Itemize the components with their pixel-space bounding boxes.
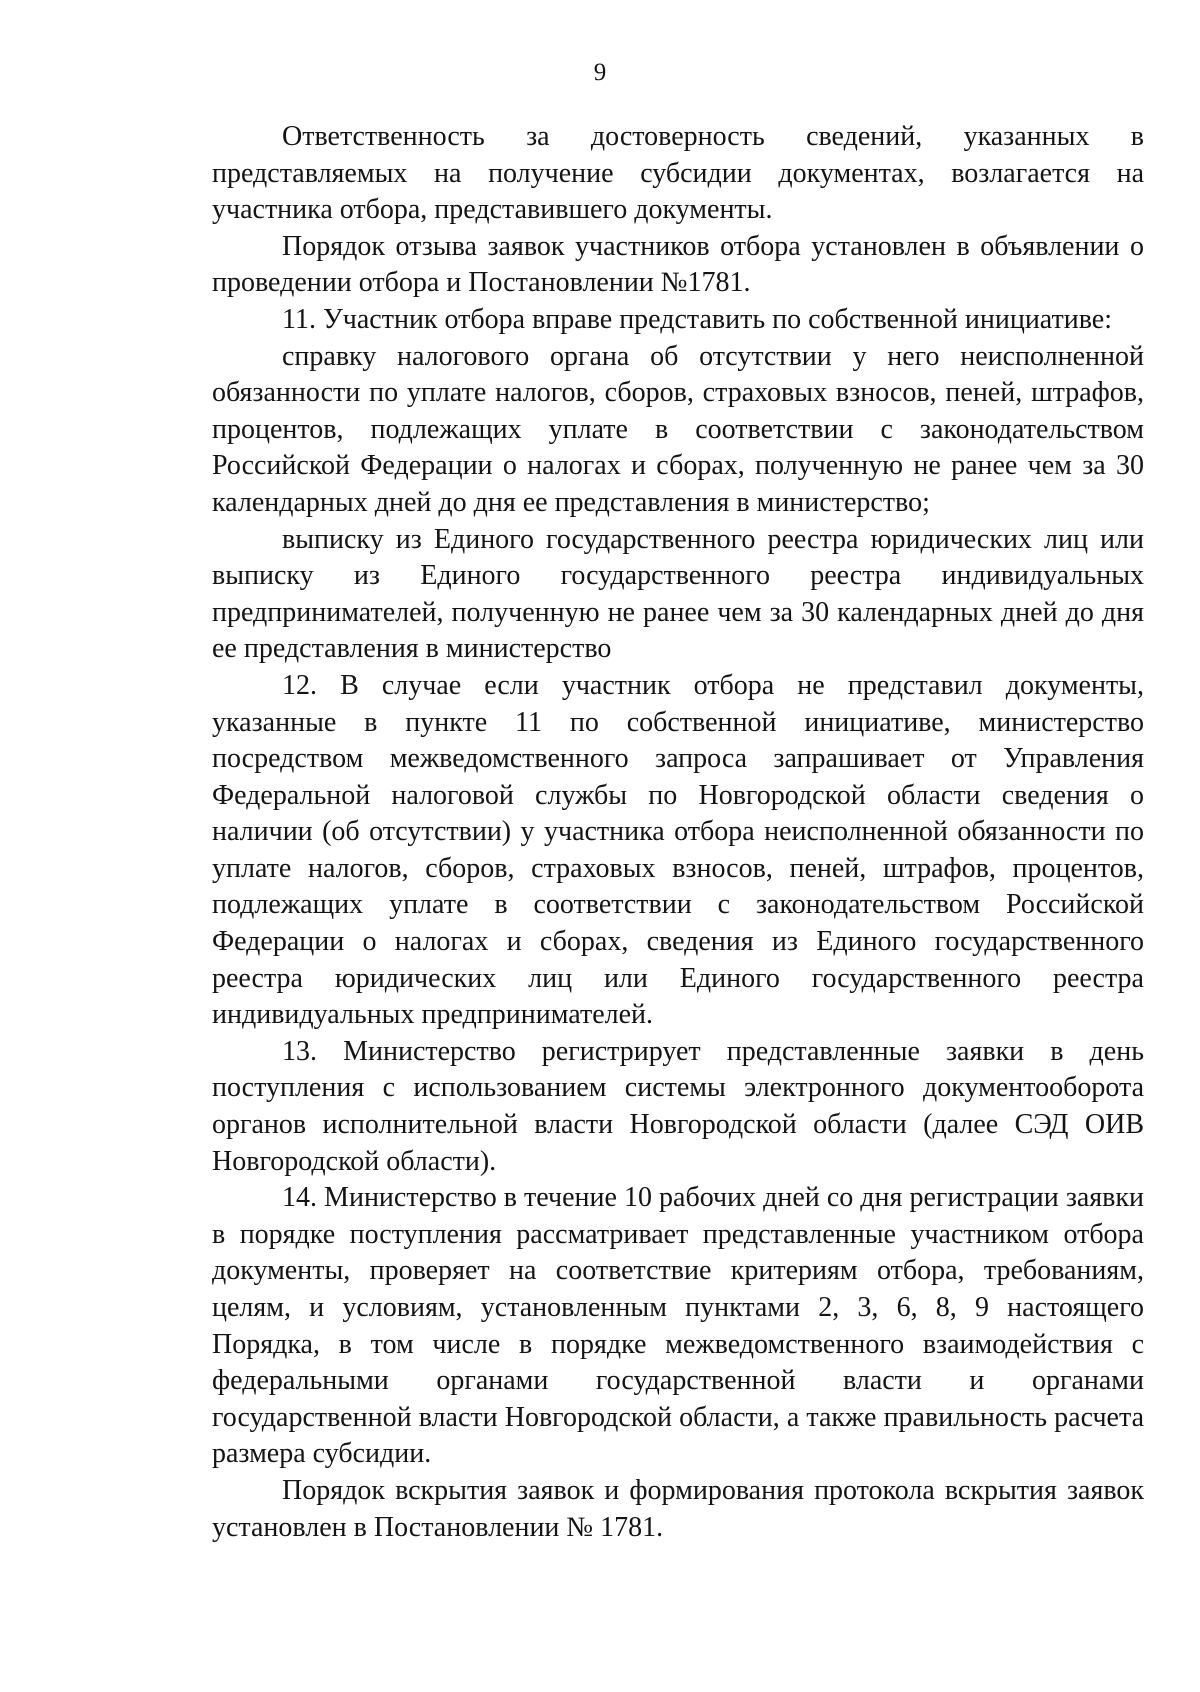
paragraph-opening-procedure: Порядок вскрытия заявок и формирования протокола вскрытия заявок установлен в Постановлении № 1781. bbox=[212, 1474, 1144, 1543]
paragraph-item-14: 14. Министерство в течение 10 рабочих дней со дня регистрации заявки в порядке поступления рассматривает представленные участником отбора документы, проверяет на соответствие критериям отбора, требованиям, целям, и условиям, установленным пунктами 2, 3, 6, 8, 9 настоящего Порядка, в том числе в порядке межведомственного взаимодействия с федеральными органами государственной власти и органами государственной власти Новгородской области, а также правильность расчета размера субсидии. bbox=[212, 1182, 1144, 1470]
paragraph-item-12: 12. В случае если участник отбора не представил документы, указанные в пункте 11 по собственной инициативе, министерство посредством межведомственного запроса запрашивает от Управления Федеральной налоговой службы по Новгородской области сведения о наличии (об отсутствии) у участника отбора неисполненной обязанности по уплате налогов, сборов, страховых взносов, пеней, штрафов, процентов, подлежащих уплате в соответствии с законодательством Российской Федерации о налогах и сборах, сведения из Единого государственного реестра юридических лиц или Единого государственного реестра индивидуальных предпринимателей. bbox=[212, 669, 1144, 1031]
page-number: 9 bbox=[593, 59, 607, 86]
paragraph-item-11: 11. Участник отбора вправе представить по собственной инициативе: bbox=[282, 303, 1112, 335]
document-body bbox=[212, 119, 1144, 1546]
paragraph-responsibility: Ответственность за достоверность сведений, указанных в представляемых на получение субсидии документах, возлагается на участника отбора, представившего документы. bbox=[212, 121, 1144, 226]
paragraph-item-13: 13. Министерство регистрирует представленные заявки в день поступления с использованием системы электронного документооборота органов исполнительной власти Новгородской области (далее СЭД ОИВ Новгородской области). bbox=[212, 1035, 1144, 1177]
paragraph-withdrawal-order: Порядок отзыва заявок участников отбора установлен в объявлении о проведении отбора и Постановлении №1781. bbox=[212, 230, 1144, 299]
paragraph-registry-extract: выписку из Единого государственного реестра юридических лиц или выписку из Единого государственного реестра индивидуальных предпринимателей, полученную не ранее чем за 30 календарных дней до дня ее представления в министерство bbox=[212, 523, 1144, 665]
paragraph-tax-certificate: справку налогового органа об отсутствии у него неисполненной обязанности по уплате налогов, сборов, страховых взносов, пеней, штрафов, процентов, подлежащих уплате в соответствии с законодательством Российской Федерации о налогах и сборах, полученную не ранее чем за 30 календарных дней до дня ее представления в министерство; bbox=[212, 340, 1144, 518]
